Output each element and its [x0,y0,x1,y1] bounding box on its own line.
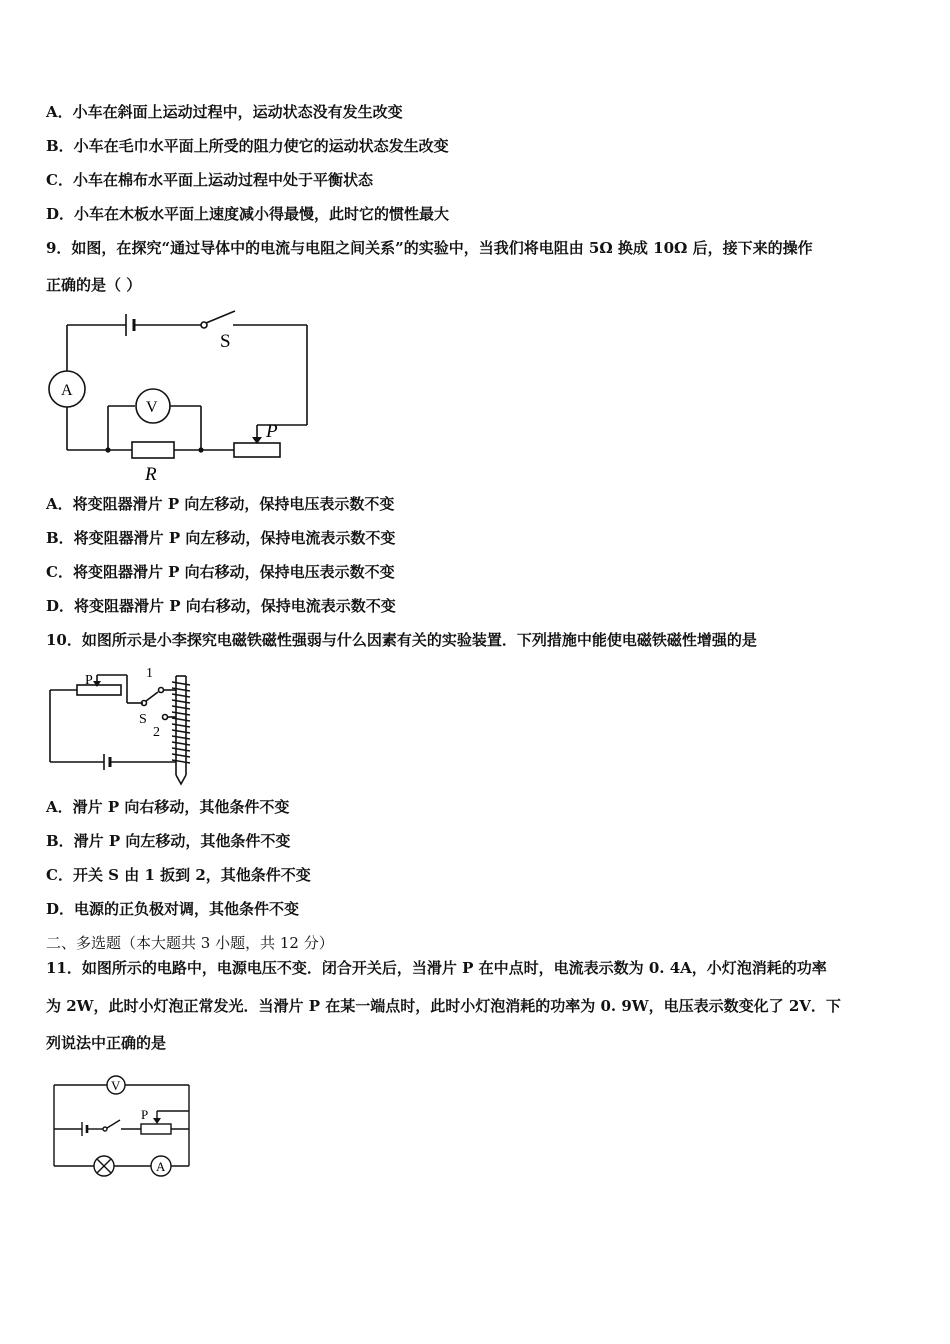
q10-option-d: D．电源的正负极对调，其他条件不变 [46,900,300,918]
q11-ammeter-label: A [156,1159,166,1174]
q11-circuit-diagram [48,1073,198,1178]
q10-terminal1-label: 1 [146,666,153,681]
q9-stem-line1: 9．如图，在探究“通过导体中的电流与电阻之间关系”的实验中，当我们将电阻由 5Ω 换成 10Ω 后，接下来的操作 [46,239,813,257]
q10-coil-windings [172,682,190,763]
q11-voltmeter-label: V [111,1078,121,1093]
q8-option-a: A．小车在斜面上运动过程中，运动状态没有发生改变 [46,103,403,121]
q10-option-a: A．滑片 P 向右移动，其他条件不变 [46,798,290,816]
q9-resistor-label: R [145,464,157,485]
q10-slider-arrowhead [93,681,101,687]
q9-junction-left [105,447,110,452]
q9-circuit-diagram [40,300,330,490]
q10-electromagnet-diagram [40,660,210,790]
q10-slider-label: P [85,673,93,688]
q9-slider-label: P [266,421,278,442]
q11-stem-line2: 为 2W，此时小灯泡正常发光．当滑片 P 在某一端点时，此时小灯泡消耗的功率为 0. 9W，电压表示数变化了 2V．下 [46,997,841,1015]
q9-switch-label: S [220,331,231,352]
q10-switch-blade [146,692,158,701]
q8-option-b: B．小车在毛巾水平面上所受的阻力使它的运动状态发生改变 [46,137,449,155]
q10-switch-label: S [139,712,147,727]
q11-stem-line3: 列说法中正确的是 [46,1034,167,1052]
q9-option-b: B．将变阻器滑片 P 向左移动，保持电流表示数不变 [46,529,396,547]
q9-resistor-r [132,442,174,458]
q10-switch-pivot [142,701,147,706]
q10-terminal-2 [163,715,168,720]
q11-switch-blade [107,1120,120,1128]
q9-voltmeter-label: V [146,399,158,416]
section2-title: 二、多选题（本大题共 3 小题，共 12 分） [46,934,334,952]
q10-terminal2-label: 2 [153,725,160,740]
q8-option-c: C．小车在棉布水平面上运动过程中处于平衡状态 [46,171,373,189]
q9-option-a: A．将变阻器滑片 P 向左移动，保持电压表示数不变 [46,495,395,513]
q11-rheostat [141,1124,171,1134]
q11-stem-line1: 11．如图所示的电路中，电源电压不变．闭合开关后，当滑片 P 在中点时，电流表示数为 0. 4A，小灯泡消耗的功率 [46,959,827,977]
q10-stem: 10．如图所示是小李探究电磁铁磁性强弱与什么因素有关的实验装置．下列措施中能使电磁铁磁性增强的是 [46,631,757,649]
q11-switch-pivot [103,1127,107,1131]
q9-option-c: C．将变阻器滑片 P 向右移动，保持电压表示数不变 [46,563,395,581]
q10-rheostat [77,685,121,695]
q9-option-d: D．将变阻器滑片 P 向右移动，保持电流表示数不变 [46,597,396,615]
q10-core-tip [176,775,186,784]
q10-option-b: B．滑片 P 向左移动，其他条件不变 [46,832,291,850]
q10-terminal-1 [159,688,164,693]
q8-option-d: D．小车在木板水平面上速度减小得最慢，此时它的惯性最大 [46,205,450,223]
q9-switch-blade [206,311,235,323]
q9-junction-right [198,447,203,452]
q9-stem-line2: 正确的是（ ） [46,276,142,294]
q11-slider-label: P [141,1107,149,1122]
q10-option-c: C．开关 S 由 1 扳到 2，其他条件不变 [46,866,311,884]
q9-ammeter-label: A [61,382,73,399]
q9-rheostat [234,443,280,457]
q11-slider-arrowhead [153,1118,161,1124]
